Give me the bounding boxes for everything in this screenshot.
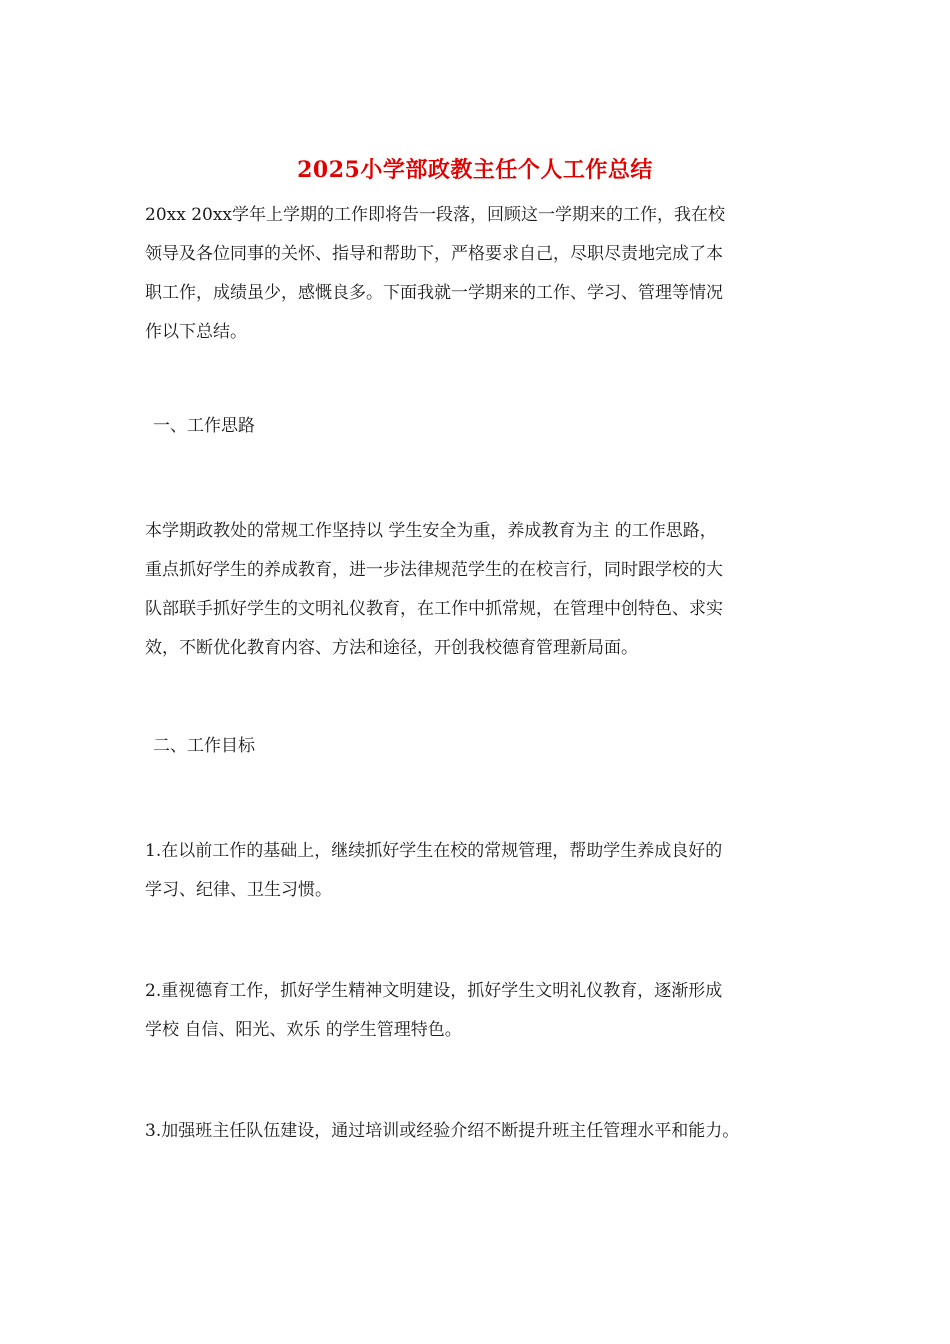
work-approach-paragraph	[145, 512, 825, 668]
paragraph-line: 本学期政教处的常规工作坚持以 学生安全为重，养成教育为主 的工作思路，	[145, 521, 717, 541]
intro-line: 职工作，成绩虽少，感慨良多。下面我就一学期来的工作、学习、管理等情况	[145, 283, 723, 303]
paragraph-line: 重点抓好学生的养成教育，进一步法律规范学生的在校言行，同时跟学校的大	[145, 560, 723, 580]
intro-line: 20xx 20xx学年上学期的工作即将告一段落，回顾这一学期来的工作，我在校	[145, 205, 726, 225]
paragraph-line: 学习、纪律、卫生习惯。	[145, 880, 332, 900]
paragraph-line: 2.重视德育工作，抓好学生精神文明建设，抓好学生文明礼仪教育，逐渐形成	[145, 981, 723, 1001]
intro-paragraph	[145, 196, 825, 352]
paragraph-line: 效，不断优化教育内容、方法和途径，开创我校德育管理新局面。	[145, 638, 638, 658]
section-heading-work-goals: 二、工作目标	[153, 736, 255, 756]
goal-item-2	[145, 972, 825, 1050]
goal-item-1	[145, 832, 825, 910]
paragraph-line: 1.在以前工作的基础上，继续抓好学生在校的常规管理，帮助学生养成良好的	[145, 841, 723, 861]
intro-line: 领导及各位同事的关怀、指导和帮助下，严格要求自己，尽职尽责地完成了本	[145, 244, 723, 264]
goal-item-3	[145, 1112, 825, 1151]
paragraph-line: 学校 自信、阳光、欢乐 的学生管理特色。	[145, 1020, 462, 1040]
document-title: 2025小学部政教主任个人工作总结	[297, 157, 653, 183]
paragraph-line: 队部联手抓好学生的文明礼仪教育，在工作中抓常规，在管理中创特色、求实	[145, 599, 723, 619]
paragraph-line: 3.加强班主任队伍建设，通过培训或经验介绍不断提升班主任管理水平和能力。	[145, 1121, 740, 1141]
section-heading-work-approach: 一、工作思路	[153, 416, 255, 436]
intro-line: 作以下总结。	[145, 322, 247, 342]
